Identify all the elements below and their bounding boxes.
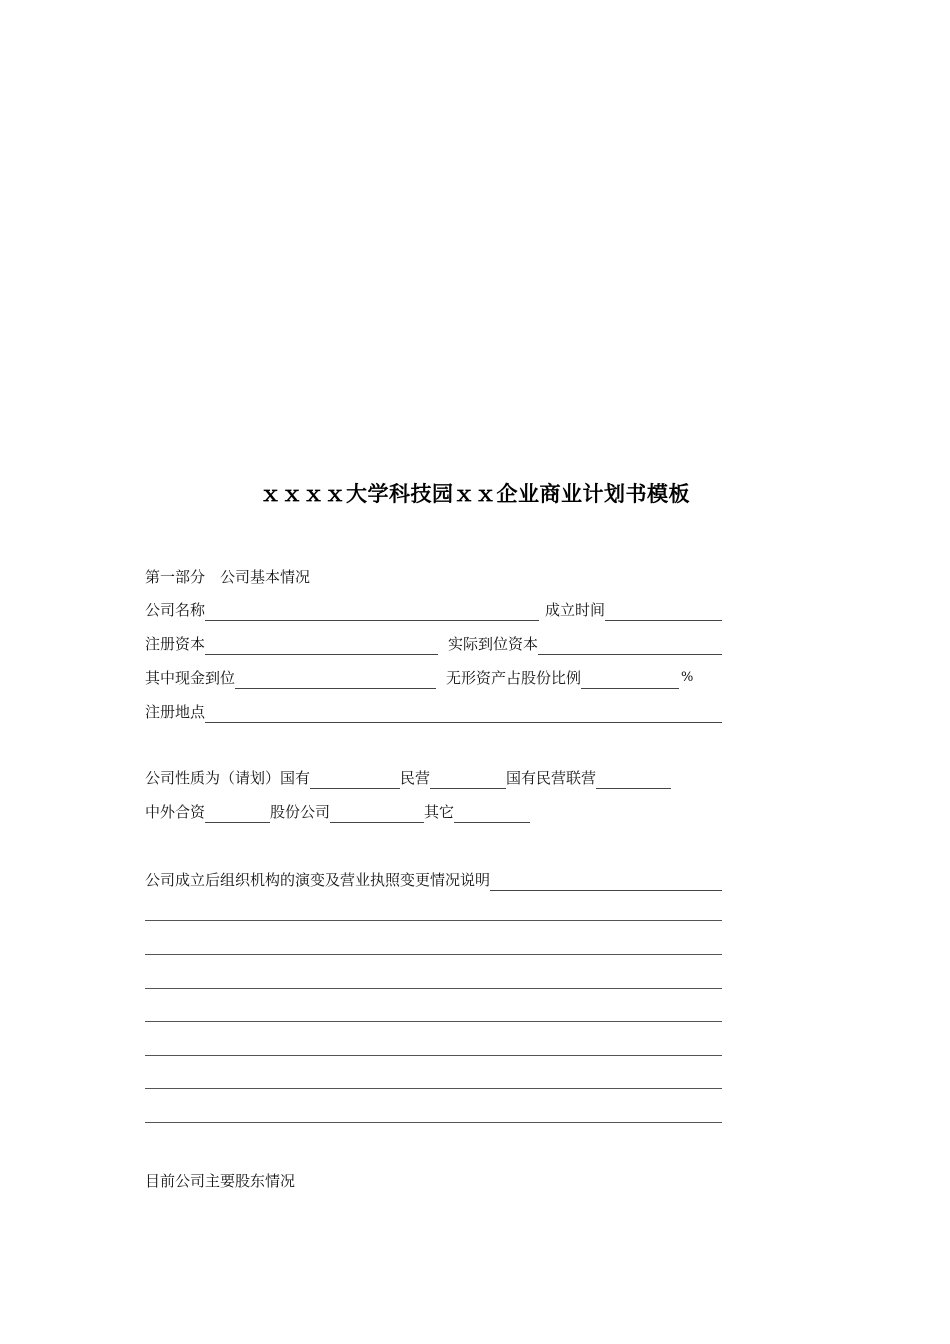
joint-stock-field[interactable] bbox=[330, 805, 424, 823]
blank-line[interactable] bbox=[145, 1055, 722, 1056]
company-name-field[interactable] bbox=[205, 603, 539, 621]
registered-capital-field[interactable] bbox=[205, 637, 438, 655]
evolution-field[interactable] bbox=[490, 873, 722, 891]
intangible-label: 无形资产占股份比例 bbox=[446, 669, 582, 687]
blank-line[interactable] bbox=[145, 920, 722, 921]
percent-sign: % bbox=[681, 670, 694, 685]
cash-row bbox=[145, 667, 722, 689]
cash-field[interactable] bbox=[235, 671, 436, 689]
company-name-row bbox=[145, 599, 722, 621]
section-heading: 第一部分 公司基本情况 bbox=[145, 568, 311, 586]
shareholders-heading: 目前公司主要股东情况 bbox=[145, 1172, 296, 1190]
blank-line[interactable] bbox=[145, 988, 722, 989]
intangible-field[interactable] bbox=[581, 671, 679, 689]
paid-capital-label: 实际到位资本 bbox=[448, 635, 539, 653]
company-name-label: 公司名称 bbox=[145, 601, 206, 619]
other-field[interactable] bbox=[454, 805, 530, 823]
paid-capital-field[interactable] bbox=[538, 637, 722, 655]
state-private-field[interactable] bbox=[596, 771, 671, 789]
state-private-label: 国有民营联营 bbox=[506, 769, 597, 787]
jv-label: 中外合资 bbox=[145, 803, 206, 821]
capital-row bbox=[145, 633, 722, 655]
nature-row-2 bbox=[145, 801, 722, 823]
cash-label: 其中现金到位 bbox=[145, 669, 236, 687]
blank-line[interactable] bbox=[145, 954, 722, 955]
private-label: 民营 bbox=[400, 769, 431, 787]
blank-line[interactable] bbox=[145, 1021, 722, 1022]
blank-line[interactable] bbox=[145, 1122, 722, 1123]
registered-capital-label: 注册资本 bbox=[145, 635, 206, 653]
address-label: 注册地点 bbox=[145, 703, 206, 721]
nature-row bbox=[145, 767, 722, 789]
joint-stock-label: 股份公司 bbox=[270, 803, 331, 821]
address-field[interactable] bbox=[205, 705, 722, 723]
state-owned-field[interactable] bbox=[310, 771, 400, 789]
founded-label: 成立时间 bbox=[545, 601, 606, 619]
jv-field[interactable] bbox=[205, 805, 270, 823]
other-label: 其它 bbox=[424, 803, 455, 821]
evolution-label: 公司成立后组织机构的演变及营业执照变更情况说明 bbox=[145, 871, 491, 889]
address-row bbox=[145, 701, 722, 723]
founded-field[interactable] bbox=[605, 603, 722, 621]
nature-label: 公司性质为（请划）国有 bbox=[145, 769, 311, 787]
document-title: ｘｘｘｘ大学科技园ｘｘ企业商业计划书模板 bbox=[260, 482, 690, 506]
private-field[interactable] bbox=[430, 771, 506, 789]
blank-line[interactable] bbox=[145, 1088, 722, 1089]
evolution-row bbox=[145, 869, 722, 891]
